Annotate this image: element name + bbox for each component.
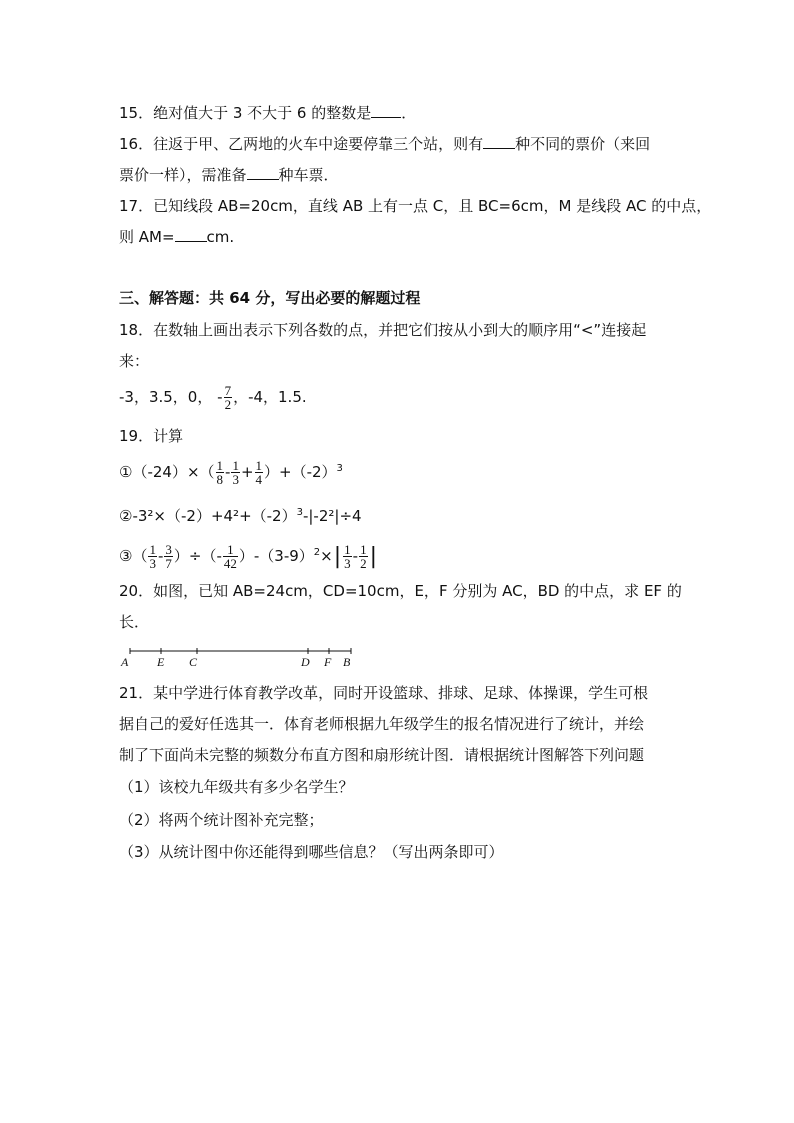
question-16-line2: 票价一样），需准备 种车票．: [119, 166, 339, 184]
q19-expression-3: ③（ $\frac{1}{3}$ - $\frac{3}{7}$ ）÷（- $\frac{1}{42}$ ）$-(3-9)^2\times|$ $\frac{1}{3}$ - $\frac{1}{2}$ |: [119, 542, 377, 571]
question-21-sub1: （1）该校九年级共有多少名学生？: [119, 778, 354, 796]
question-17-line2: 则 AM= cm.: [119, 228, 235, 246]
question-21-sub2: （2）将两个统计图补充完整；: [119, 811, 324, 829]
section-3-title: 三、解答题：共 64 分，写出必要的解题过程: [119, 289, 421, 307]
label-a: A: [121, 655, 129, 669]
question-20-line2: 长．: [119, 613, 150, 631]
question-21-line3: 制了下面尚未完整的频数分布直方图和扇形统计图．请根据统计图解答下列问题: [119, 746, 645, 764]
label-c: C: [189, 655, 198, 669]
question-18-line1: 18．在数轴上画出表示下列各数的点，并把它们按从小到大的顺序用“<”连接起: [119, 321, 647, 339]
label-d: D: [301, 655, 310, 669]
question-21-line1: 21．某中学进行体育教学改革，同时开设篮球、排球、足球、体操课，学生可根: [119, 684, 649, 702]
question-15: 15．绝对值大于 3 不大于 6 的整数是 ．: [119, 104, 417, 122]
q19-expression-1: ①（-24）×（ $\frac{1}{8}$ - $\frac{1}{3}$ + $\frac{1}{4}$ ）$+(-2)^3$: [119, 458, 343, 487]
label-f: F: [324, 655, 332, 669]
question-20-line1: 20．如图，已知 AB=24cm，CD=10cm，E，F 分别为 AC，BD 的中点，求 EF 的: [119, 582, 682, 600]
q19-expression-2: $②-3^2\times(-2)+4^2+(-2)^3-|-2^2|\div 4$: [119, 507, 362, 525]
question-18-numbers: -3，3.5，0， - $\frac{7}{2}$ ，-4，1.5.: [119, 383, 307, 412]
question-19-title: 19．计算: [119, 427, 184, 445]
question-21-line2: 据自己的爱好任选其一．体育老师根据九年级学生的报名情况进行了统计，并绘: [119, 715, 645, 733]
q16-answer-blank-2[interactable]: [247, 165, 279, 180]
label-b: B: [343, 655, 351, 669]
q15-text: 15．绝对值大于 3 不大于 6 的整数是: [119, 104, 372, 122]
question-18-line2: 来：: [119, 352, 150, 370]
question-16-line1: 16．往返于甲、乙两地的火车中途要停靠三个站，则有 种不同的票价（来回: [119, 135, 651, 153]
segment-diagram: [119, 640, 359, 670]
q16-answer-blank-1[interactable]: [483, 134, 515, 149]
question-21-sub3: （3）从统计图中你还能得到哪些信息？（写出两条即可）: [119, 843, 504, 861]
fraction-neg-7-2: $\frac{7}{2}$: [224, 383, 232, 412]
q15-answer-blank[interactable]: [371, 103, 401, 118]
question-17-line1: 17．已知线段 AB=20cm，直线 AB 上有一点 C，且 BC=6cm，M 是线段 AC 的中点，: [119, 197, 712, 215]
label-e: E: [157, 655, 165, 669]
q17-answer-blank[interactable]: [175, 227, 207, 242]
